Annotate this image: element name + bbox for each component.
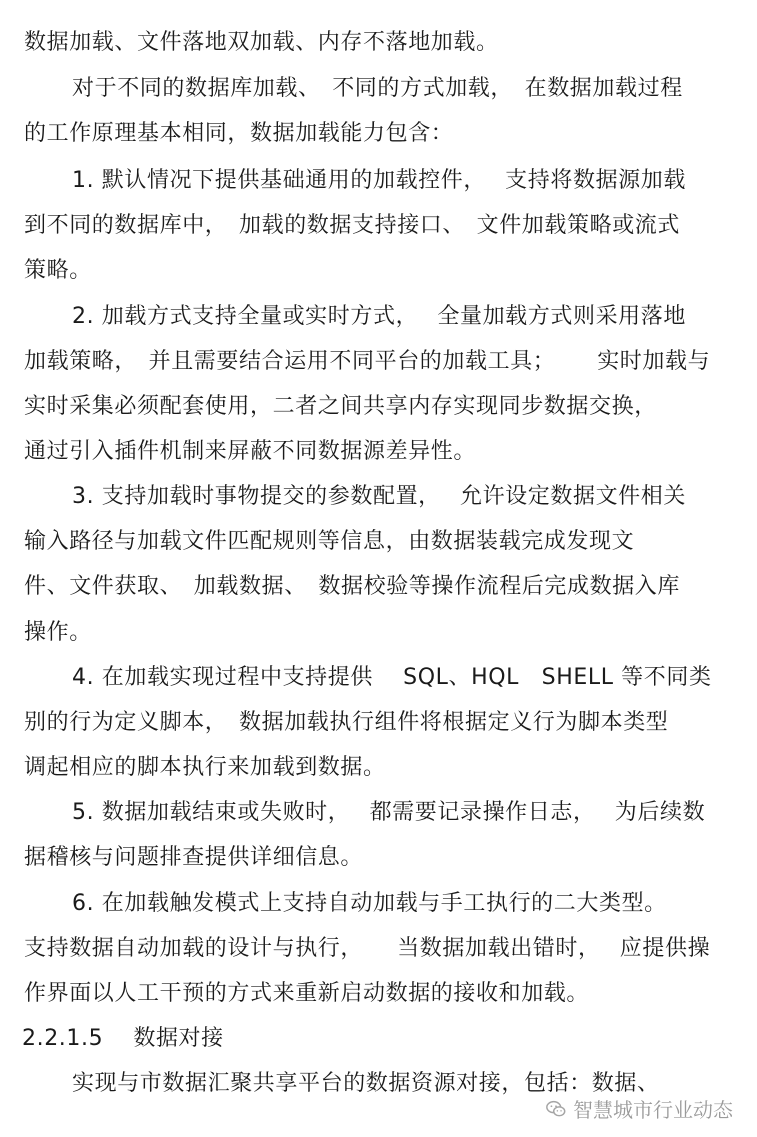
text-line: 1. 默认情况下提供基础通用的加载控件， 支持将数据源加载 xyxy=(72,168,686,193)
text-line: 输入路径与加载文件匹配规则等信息，由数据装载完成发现文 xyxy=(24,529,635,554)
text-line: 对于不同的数据库加载、 不同的方式加载， 在数据加载过程 xyxy=(72,76,683,101)
text-line: 加载策略， 并且需要结合运用不同平台的加载工具； 实时加载与 xyxy=(24,349,711,374)
text-line: 策略。 xyxy=(24,258,92,283)
text-line: 别的行为定义脚本， 数据加载执行组件将根据定义行为脚本类型 xyxy=(24,710,669,735)
text-line: 实现与市数据汇聚共享平台的数据资源对接，包括：数据、 xyxy=(72,1071,660,1096)
text-line: 作界面以人工干预的方式来重新启动数据的接收和加载。 xyxy=(24,981,590,1006)
text-line: 6. 在加载触发模式上支持自动加载与手工执行的二大类型。 xyxy=(72,891,667,916)
text-line: 件、文件获取、 加载数据、 数据校验等操作流程后完成数据入库 xyxy=(24,574,681,599)
text-line: 调起相应的脚本执行来加载到数据。 xyxy=(24,755,386,780)
watermark xyxy=(545,1094,733,1123)
text-line: 2. 加载方式支持全量或实时方式， 全量加载方式则采用落地 xyxy=(72,304,686,329)
text-line: 到不同的数据库中， 加载的数据支持接口、 文件加载策略或流式 xyxy=(24,213,681,238)
text-line: 据稽核与问题排查提供详细信息。 xyxy=(24,845,364,870)
section-heading: 2.2.1.5 数据对接 xyxy=(22,1026,224,1051)
text-line: 数据加载、文件落地双加载、内存不落地加载。 xyxy=(24,30,499,55)
text-line: 3. 支持加载时事物提交的参数配置， 允许设定数据文件相关 xyxy=(72,484,686,509)
wechat-icon xyxy=(545,1098,567,1120)
text-line: 支持数据自动加载的设计与执行， 当数据加载出错时， 应提供操 xyxy=(24,936,711,961)
text-line: 的工作原理基本相同，数据加载能力包含： xyxy=(24,121,454,146)
watermark-text: 智慧城市行业动态 xyxy=(573,1098,733,1122)
text-line: 4. 在加载实现过程中支持提供 SQL、HQL SHELL 等不同类 xyxy=(72,665,712,690)
text-line: 实时采集必须配套使用，二者之间共享内存实现同步数据交换， xyxy=(24,394,657,419)
text-line: 操作。 xyxy=(24,620,92,645)
text-line: 5. 数据加载结束或失败时， 都需要记录操作日志， 为后续数 xyxy=(72,800,706,825)
text-line: 通过引入插件机制来屏蔽不同数据源差异性。 xyxy=(24,439,477,464)
